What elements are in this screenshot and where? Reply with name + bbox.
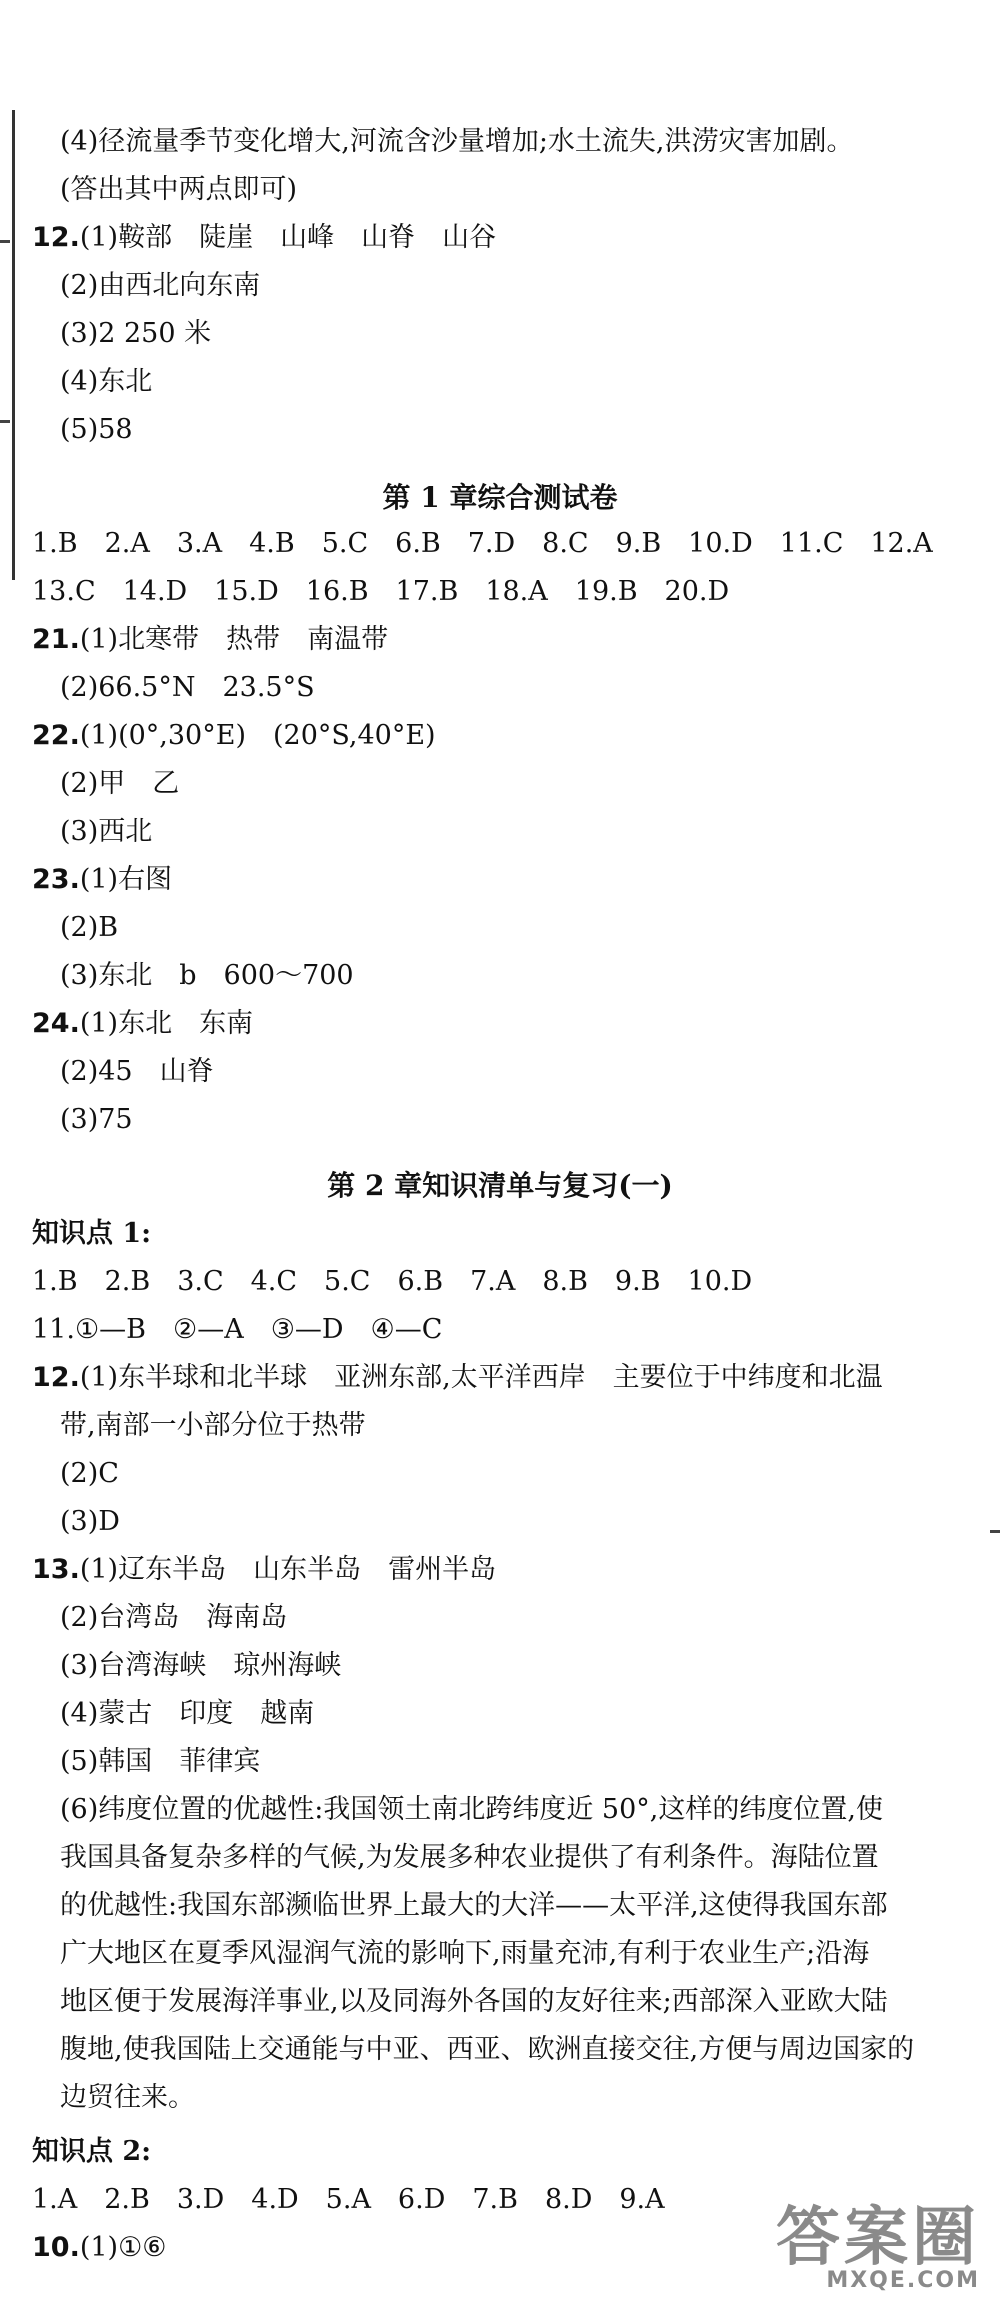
answer-text: 边贸往来。 <box>60 2082 195 2113</box>
watermark-url: MXQE.COM <box>826 2268 980 2293</box>
answer-line <box>60 128 854 155</box>
answer-text: 带,南部一小部分位于热带 <box>60 1410 366 1441</box>
answer-line <box>60 368 152 395</box>
answer-line <box>60 1106 133 1133</box>
watermark-text: 答案圈 <box>776 2201 980 2275</box>
answer-line <box>32 1010 253 1037</box>
question-number: 13. <box>32 1554 80 1585</box>
answer-text: (2)B <box>60 912 119 943</box>
answer-text: 腹地,使我国陆上交通能与中亚、西亚、欧洲直接交往,方便与周边国家的 <box>60 2034 915 2065</box>
answer-line <box>60 1460 119 1487</box>
question-number: 12. <box>32 1362 80 1393</box>
answer-line <box>32 866 172 893</box>
answer-line <box>32 722 436 749</box>
answer-text: (2)45 山脊 <box>60 1056 214 1087</box>
answer-text: (2)C <box>60 1458 119 1489</box>
answer-text: 1.A 2.B 3.D 4.D 5.A 6.D 7.B 8.D 9.A <box>32 2184 665 2215</box>
answer-text: 的优越性:我国东部濒临世界上最大的大洋——太平洋,这使得我国东部 <box>60 1890 888 1921</box>
watermark-logo <box>776 2201 980 2293</box>
answer-line <box>32 2186 665 2213</box>
answer-line <box>60 1844 879 1871</box>
answer-line <box>32 1316 442 1343</box>
answer-line <box>60 416 133 443</box>
answer-line <box>32 530 933 557</box>
answer-text: (4)蒙古 印度 越南 <box>60 1698 315 1729</box>
question-number: 21. <box>32 624 80 655</box>
answer-text: (5)58 <box>60 414 133 445</box>
answer-text: 我国具备复杂多样的气候,为发展多种农业提供了有利条件。海陆位置 <box>60 1842 879 1873</box>
question-number: 23. <box>32 864 80 895</box>
answer-text: (1)鞍部 陡崖 山峰 山脊 山谷 <box>79 222 497 253</box>
answer-text: (1)东北 东南 <box>79 1008 254 1039</box>
answer-text: (5)韩国 菲律宾 <box>60 1746 261 1777</box>
knowledge-point-label: 知识点 2: <box>32 2136 152 2167</box>
answer-line <box>60 176 297 203</box>
question-number: 22. <box>32 720 80 751</box>
answer-text: (4)径流量季节变化增大,河流含沙量增加;水土流失,洪涝灾害加剧。 <box>60 126 854 157</box>
answer-line <box>60 320 211 347</box>
answer-line <box>60 1058 214 1085</box>
answer-line <box>60 818 152 845</box>
answer-line <box>60 1700 314 1727</box>
answer-text: (1)①⑥ <box>79 2232 167 2263</box>
answer-text: 1.B 2.A 3.A 4.B 5.C 6.B 7.D 8.C 9.B 10.D 11.C 12.A <box>32 528 933 559</box>
answer-line <box>32 1364 883 1391</box>
answer-text: (答出其中两点即可) <box>60 174 298 205</box>
question-number: 24. <box>32 1008 80 1039</box>
answer-line <box>60 770 179 797</box>
answer-text: (3)台湾海峡 琼州海峡 <box>60 1650 342 1681</box>
margin-tick <box>0 240 10 243</box>
answer-text: (3)西北 <box>60 816 153 847</box>
answer-text: (1)北寒带 热带 南温带 <box>79 624 389 655</box>
answer-line <box>60 1508 120 1535</box>
answer-line <box>60 2084 195 2111</box>
section-heading: 第 1 章综合测试卷 <box>382 481 618 514</box>
answer-line <box>60 1652 341 1679</box>
answer-text: (4)东北 <box>60 366 153 397</box>
answer-text: (1)辽东半岛 山东半岛 雷州半岛 <box>79 1554 497 1585</box>
answer-text: 1.B 2.B 3.C 4.C 5.C 6.B 7.A 8.B 9.B 10.D <box>32 1266 753 1297</box>
answer-text: (1)(0°,30°E) (20°S,40°E) <box>79 720 436 751</box>
answer-text: (2)由西北向东南 <box>60 270 261 301</box>
answer-line <box>32 578 729 605</box>
answer-line <box>32 1556 496 1583</box>
question-number: 12. <box>32 222 80 253</box>
knowledge-point-label: 知识点 1: <box>32 1218 152 1249</box>
answer-text: 13.C 14.D 15.D 16.B 17.B 18.A 19.B 20.D <box>32 576 730 607</box>
answer-line <box>60 914 118 941</box>
answer-text: (3)2 250 米 <box>60 318 212 349</box>
answer-text: 11.①—B ②—A ③—D ④—C <box>32 1314 443 1345</box>
answer-line <box>60 1748 260 1775</box>
answer-text: (6)纬度位置的优越性:我国领土南北跨纬度近 50°,这样的纬度位置,使 <box>60 1794 883 1825</box>
answer-text: (3)东北 b 600～700 <box>60 960 354 991</box>
answer-line <box>60 1604 287 1631</box>
answer-line <box>60 1940 869 1967</box>
answer-text: (2)甲 乙 <box>60 768 180 799</box>
answer-text: 广大地区在夏季风湿润气流的影响下,雨量充沛,有利于农业生产;沿海 <box>60 1938 870 1969</box>
answer-line <box>60 1412 366 1439</box>
margin-tick <box>990 1530 1000 1533</box>
answer-text: 地区便于发展海洋事业,以及同海外各国的友好往来;西部深入亚欧大陆 <box>60 1986 888 2017</box>
answer-line <box>32 224 496 251</box>
answer-text: (2)66.5°N 23.5°S <box>60 672 315 703</box>
answer-line <box>60 1988 888 2015</box>
answer-line <box>60 1796 883 1823</box>
section-heading: 第 2 章知识清单与复习(一) <box>327 1169 673 1202</box>
answer-line <box>60 1892 888 1919</box>
answer-text: (1)右图 <box>79 864 173 895</box>
answer-text: (2)台湾岛 海南岛 <box>60 1602 288 1633</box>
answer-text: (3)75 <box>60 1104 133 1135</box>
answer-line <box>32 626 388 653</box>
answer-line <box>60 2036 914 2063</box>
answer-line <box>32 2234 167 2261</box>
question-number: 10. <box>32 2232 80 2263</box>
answer-line <box>60 272 260 299</box>
answer-line <box>32 1268 752 1295</box>
answer-text: (1)东半球和北半球 亚洲东部,太平洋西岸 主要位于中纬度和北温 <box>79 1362 883 1393</box>
answer-line <box>60 962 354 989</box>
answer-line <box>60 674 315 701</box>
answer-text: (3)D <box>60 1506 120 1537</box>
margin-tick <box>0 420 10 423</box>
